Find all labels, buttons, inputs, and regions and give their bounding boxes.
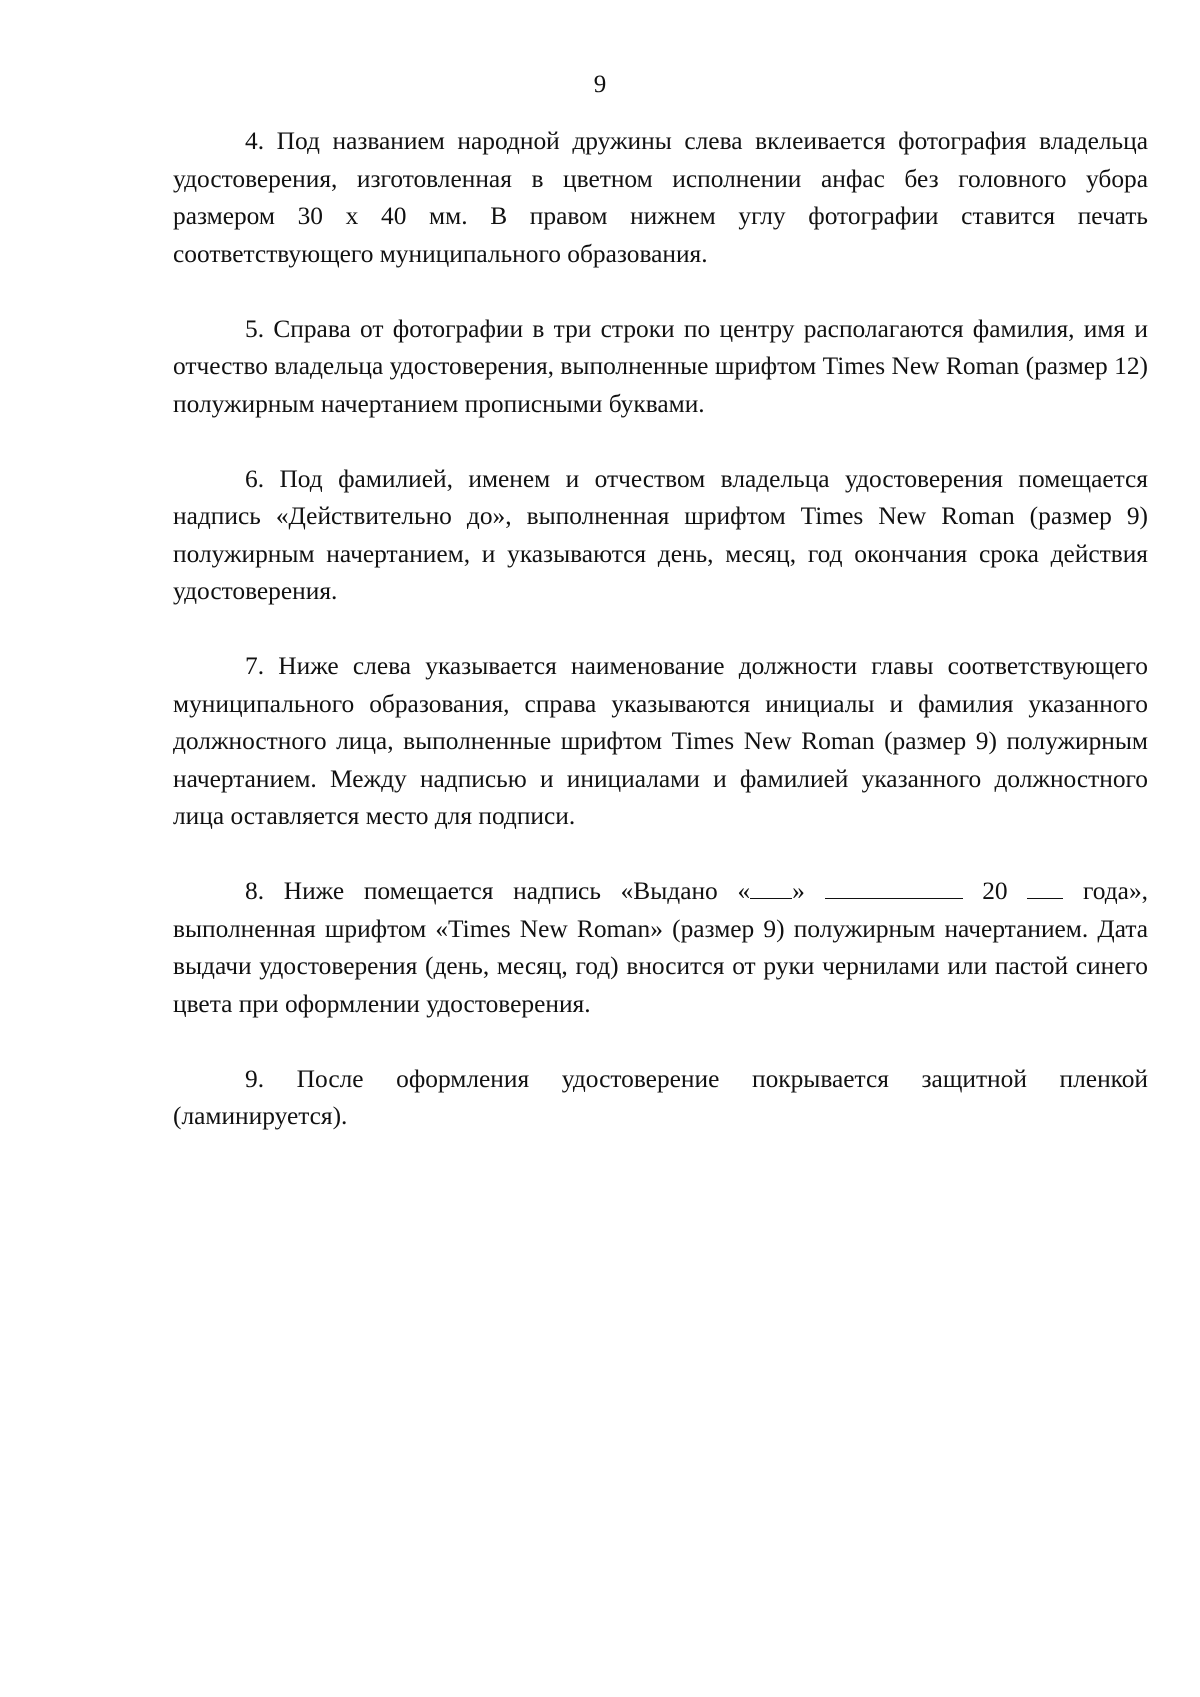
document-body: [173, 123, 1148, 1173]
month-blank-line: [825, 874, 963, 899]
paragraph-8-part1: 8. Ниже помещается надпись «Выдано «: [245, 877, 751, 905]
paragraph-4: 4. Под названием народной дружины слева вклеивается фотография владельца удостоверения, изготовленная в цветном исполнении анфас без головного убора размером 30 х 40 мм. В правом нижнем углу фотографии ставится печать соответствующего муниципального образования.: [173, 127, 1148, 268]
page-number: 9: [593, 71, 607, 98]
paragraph-8: [173, 873, 1148, 1023]
paragraph-8-part2: »: [792, 877, 825, 905]
paragraph-9: 9. После оформления удостоверение покрывается защитной пленкой (ламинируется).: [173, 1064, 1148, 1130]
paragraph-6: 6. Под фамилией, именем и отчеством владельца удостоверения помещается надпись «Действительно до», выполненная шрифтом Times New Roman (размер 9) полужирным начертанием, и указываются день, месяц, год окончания срока действия удостоверения.: [173, 464, 1148, 605]
paragraph-8-part4: года», выполненная шрифтом «Times New Roman» (размер 9) полужирным начертанием. Дата выдачи удостоверения (день, месяц, год) вносится от руки чернилами или пастой синего цвета при оформлении удостоверения.: [173, 877, 1148, 1018]
paragraph-8-part3: 20: [962, 877, 1028, 905]
day-blank-line: [750, 874, 792, 899]
year-blank-line: [1027, 874, 1063, 899]
paragraph-5: 5. Справа от фотографии в три строки по центру располагаются фамилия, имя и отчество владельца удостоверения, выполненные шрифтом Times New Roman (размер 12) полужирным начертанием прописными буквами.: [173, 314, 1148, 418]
paragraph-7: 7. Ниже слева указывается наименование должности главы соответствующего муниципального образования, справа указываются инициалы и фамилия указанного должностного лица, выполненные шрифтом Times New Roman (размер 9) полужирным начертанием. Между надписью и инициалами и фамилией указанного должностного лица оставляется место для подписи.: [173, 652, 1148, 830]
